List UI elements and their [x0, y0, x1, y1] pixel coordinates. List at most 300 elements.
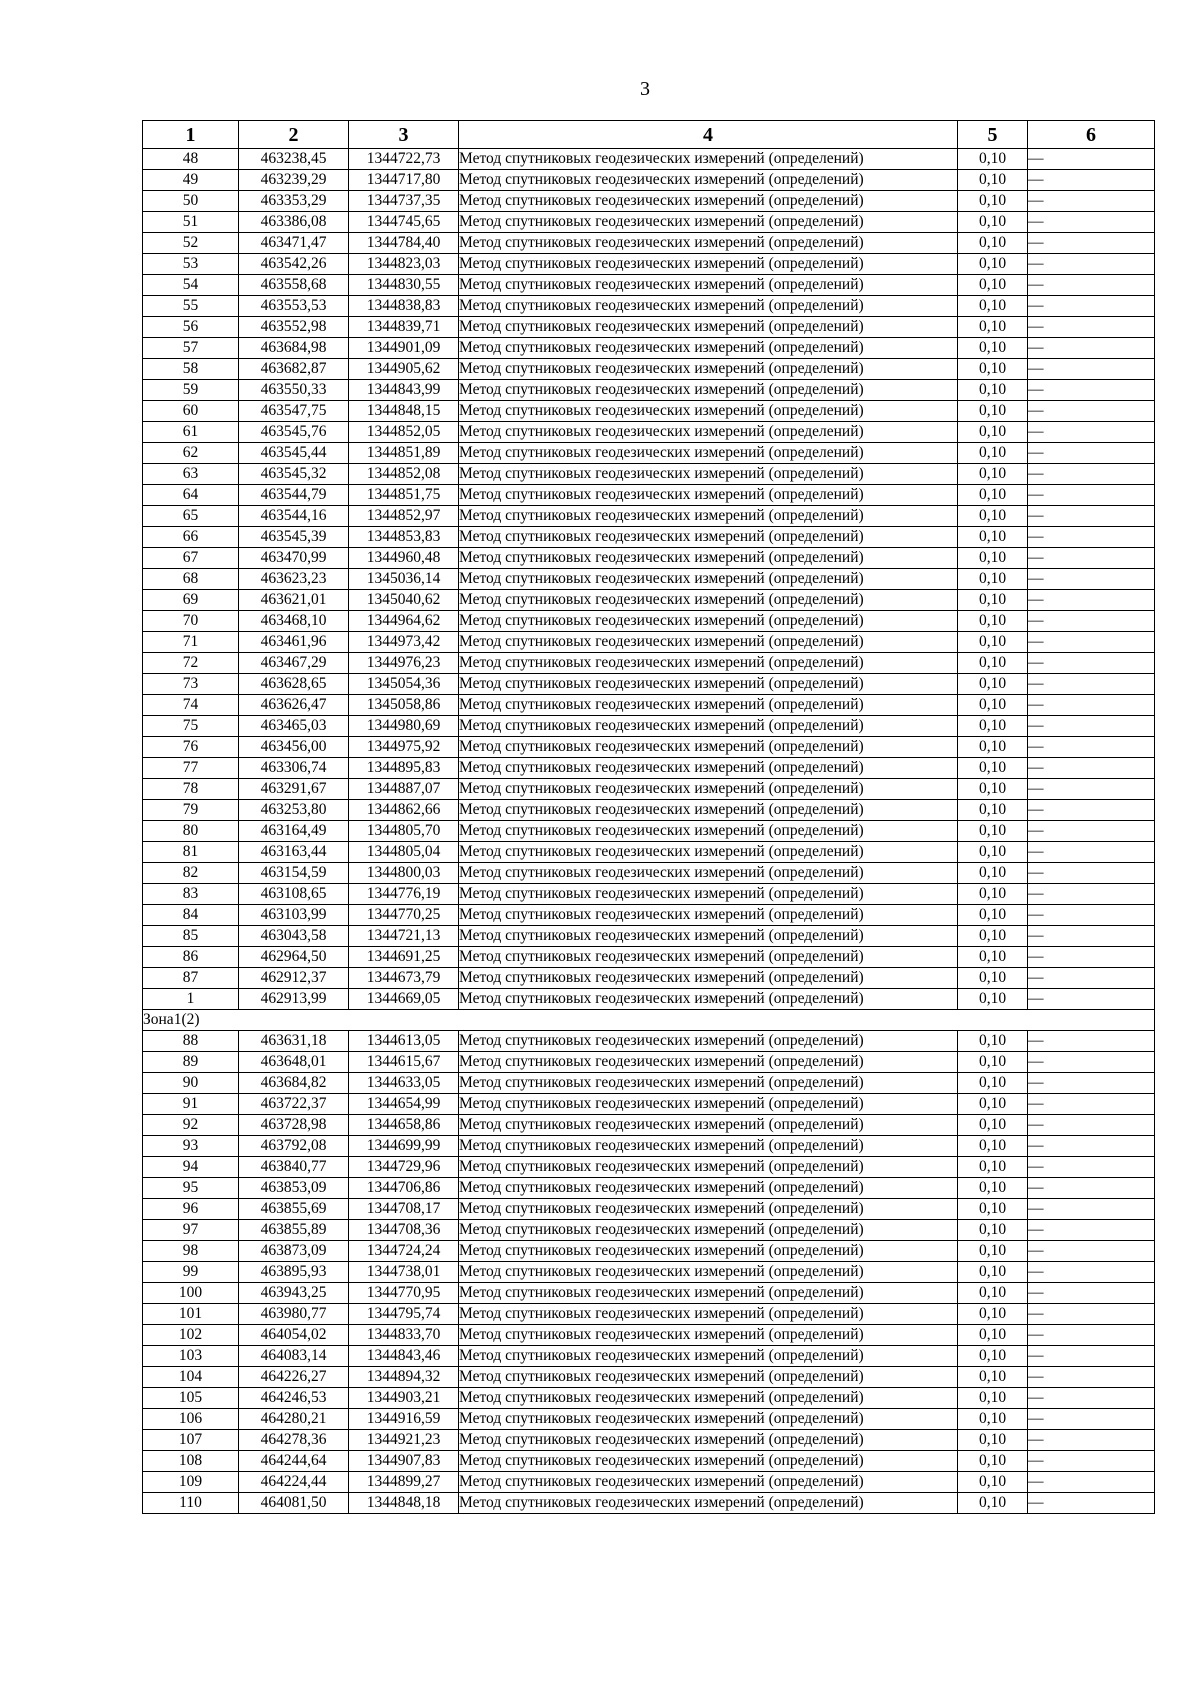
- y-coordinate-cell: 1344848,15: [349, 401, 459, 422]
- accuracy-cell: 0,10: [958, 884, 1028, 905]
- y-coordinate-cell: 1344838,83: [349, 296, 459, 317]
- column-header: 4: [459, 121, 958, 149]
- y-coordinate-cell: 1344852,05: [349, 422, 459, 443]
- x-coordinate-cell: 463682,87: [239, 359, 349, 380]
- method-cell: Метод спутниковых геодезических измерений (определений): [459, 1031, 958, 1052]
- x-coordinate-cell: 463728,98: [239, 1115, 349, 1136]
- point-number-cell: 83: [143, 884, 239, 905]
- point-number-cell: 75: [143, 716, 239, 737]
- method-cell: Метод спутниковых геодезических измерений (определений): [459, 695, 958, 716]
- y-coordinate-cell: 1344980,69: [349, 716, 459, 737]
- note-cell: —: [1028, 632, 1155, 653]
- table-row: [143, 1157, 1155, 1178]
- y-coordinate-cell: 1344903,21: [349, 1388, 459, 1409]
- accuracy-cell: 0,10: [958, 1241, 1028, 1262]
- x-coordinate-cell: 463628,65: [239, 674, 349, 695]
- x-coordinate-cell: 463545,39: [239, 527, 349, 548]
- note-cell: —: [1028, 1472, 1155, 1493]
- y-coordinate-cell: 1344784,40: [349, 233, 459, 254]
- method-cell: Метод спутниковых геодезических измерений (определений): [459, 737, 958, 758]
- table-row: [143, 674, 1155, 695]
- method-cell: Метод спутниковых геодезических измерений (определений): [459, 884, 958, 905]
- note-cell: —: [1028, 212, 1155, 233]
- y-coordinate-cell: 1344737,35: [349, 191, 459, 212]
- table-row: [143, 737, 1155, 758]
- x-coordinate-cell: 463456,00: [239, 737, 349, 758]
- method-cell: Метод спутниковых геодезических измерений (определений): [459, 569, 958, 590]
- x-coordinate-cell: 464083,14: [239, 1346, 349, 1367]
- column-header: 3: [349, 121, 459, 149]
- accuracy-cell: 0,10: [958, 590, 1028, 611]
- point-number-cell: 55: [143, 296, 239, 317]
- method-cell: Метод спутниковых геодезических измерений (определений): [459, 548, 958, 569]
- accuracy-cell: 0,10: [958, 1325, 1028, 1346]
- y-coordinate-cell: 1344770,25: [349, 905, 459, 926]
- accuracy-cell: 0,10: [958, 926, 1028, 947]
- point-number-cell: 60: [143, 401, 239, 422]
- point-number-cell: 78: [143, 779, 239, 800]
- accuracy-cell: 0,10: [958, 989, 1028, 1010]
- point-number-cell: 94: [143, 1157, 239, 1178]
- y-coordinate-cell: 1344658,86: [349, 1115, 459, 1136]
- note-cell: —: [1028, 1388, 1155, 1409]
- table-row: [143, 1388, 1155, 1409]
- accuracy-cell: 0,10: [958, 212, 1028, 233]
- table-row: [143, 275, 1155, 296]
- accuracy-cell: 0,10: [958, 737, 1028, 758]
- method-cell: Метод спутниковых геодезических измерений (определений): [459, 1136, 958, 1157]
- note-cell: —: [1028, 1052, 1155, 1073]
- method-cell: Метод спутниковых геодезических измерений (определений): [459, 1241, 958, 1262]
- x-coordinate-cell: 463291,67: [239, 779, 349, 800]
- note-cell: —: [1028, 1199, 1155, 1220]
- method-cell: Метод спутниковых геодезических измерений (определений): [459, 611, 958, 632]
- point-number-cell: 81: [143, 842, 239, 863]
- note-cell: —: [1028, 842, 1155, 863]
- x-coordinate-cell: 463547,75: [239, 401, 349, 422]
- y-coordinate-cell: 1344921,23: [349, 1430, 459, 1451]
- table-row: [143, 800, 1155, 821]
- accuracy-cell: 0,10: [958, 1031, 1028, 1052]
- table-row: [143, 1451, 1155, 1472]
- accuracy-cell: 0,10: [958, 632, 1028, 653]
- y-coordinate-cell: 1344894,32: [349, 1367, 459, 1388]
- x-coordinate-cell: 464278,36: [239, 1430, 349, 1451]
- method-cell: Метод спутниковых геодезических измерений (определений): [459, 170, 958, 191]
- point-number-cell: 66: [143, 527, 239, 548]
- point-number-cell: 99: [143, 1262, 239, 1283]
- accuracy-cell: 0,10: [958, 1094, 1028, 1115]
- method-cell: Метод спутниковых геодезических измерений (определений): [459, 758, 958, 779]
- table-row: [143, 1241, 1155, 1262]
- method-cell: Метод спутниковых геодезических измерений (определений): [459, 485, 958, 506]
- accuracy-cell: 0,10: [958, 401, 1028, 422]
- table-row: [143, 1262, 1155, 1283]
- y-coordinate-cell: 1344717,80: [349, 170, 459, 191]
- x-coordinate-cell: 463544,79: [239, 485, 349, 506]
- method-cell: Метод спутниковых геодезических измерений (определений): [459, 863, 958, 884]
- y-coordinate-cell: 1344887,07: [349, 779, 459, 800]
- table-row: [143, 590, 1155, 611]
- accuracy-cell: 0,10: [958, 1430, 1028, 1451]
- note-cell: —: [1028, 443, 1155, 464]
- point-number-cell: 64: [143, 485, 239, 506]
- note-cell: —: [1028, 1451, 1155, 1472]
- x-coordinate-cell: 464244,64: [239, 1451, 349, 1472]
- method-cell: Метод спутниковых геодезических измерений (определений): [459, 674, 958, 695]
- table-row: [143, 1073, 1155, 1094]
- method-cell: Метод спутниковых геодезических измерений (определений): [459, 233, 958, 254]
- x-coordinate-cell: 462913,99: [239, 989, 349, 1010]
- table-row: [143, 1409, 1155, 1430]
- point-number-cell: 59: [143, 380, 239, 401]
- y-coordinate-cell: 1344901,09: [349, 338, 459, 359]
- point-number-cell: 74: [143, 695, 239, 716]
- y-coordinate-cell: 1344795,74: [349, 1304, 459, 1325]
- accuracy-cell: 0,10: [958, 842, 1028, 863]
- point-number-cell: 1: [143, 989, 239, 1010]
- zone-row: [143, 1010, 1155, 1031]
- method-cell: Метод спутниковых геодезических измерений (определений): [459, 716, 958, 737]
- table-row: [143, 989, 1155, 1010]
- x-coordinate-cell: 463722,37: [239, 1094, 349, 1115]
- x-coordinate-cell: 463471,47: [239, 233, 349, 254]
- note-cell: —: [1028, 548, 1155, 569]
- accuracy-cell: 0,10: [958, 1451, 1028, 1472]
- note-cell: —: [1028, 1241, 1155, 1262]
- method-cell: Метод спутниковых геодезических измерений (определений): [459, 1178, 958, 1199]
- y-coordinate-cell: 1344852,08: [349, 464, 459, 485]
- y-coordinate-cell: 1344613,05: [349, 1031, 459, 1052]
- accuracy-cell: 0,10: [958, 548, 1028, 569]
- x-coordinate-cell: 463980,77: [239, 1304, 349, 1325]
- y-coordinate-cell: 1344905,62: [349, 359, 459, 380]
- accuracy-cell: 0,10: [958, 1283, 1028, 1304]
- note-cell: —: [1028, 569, 1155, 590]
- y-coordinate-cell: 1344633,05: [349, 1073, 459, 1094]
- method-cell: Метод спутниковых геодезических измерений (определений): [459, 1346, 958, 1367]
- x-coordinate-cell: 463558,68: [239, 275, 349, 296]
- table-row: [143, 1304, 1155, 1325]
- x-coordinate-cell: 463386,08: [239, 212, 349, 233]
- table-row: [143, 1472, 1155, 1493]
- point-number-cell: 106: [143, 1409, 239, 1430]
- y-coordinate-cell: 1344706,86: [349, 1178, 459, 1199]
- table-row: [143, 1094, 1155, 1115]
- x-coordinate-cell: 463621,01: [239, 590, 349, 611]
- point-number-cell: 95: [143, 1178, 239, 1199]
- note-cell: —: [1028, 149, 1155, 170]
- table-row: [143, 212, 1155, 233]
- x-coordinate-cell: 463238,45: [239, 149, 349, 170]
- method-cell: Метод спутниковых геодезических измерений (определений): [459, 527, 958, 548]
- method-cell: Метод спутниковых геодезических измерений (определений): [459, 1283, 958, 1304]
- point-number-cell: 101: [143, 1304, 239, 1325]
- point-number-cell: 63: [143, 464, 239, 485]
- x-coordinate-cell: 463631,18: [239, 1031, 349, 1052]
- table-row: [143, 401, 1155, 422]
- accuracy-cell: 0,10: [958, 1220, 1028, 1241]
- accuracy-cell: 0,10: [958, 1388, 1028, 1409]
- accuracy-cell: 0,10: [958, 1367, 1028, 1388]
- x-coordinate-cell: 464224,44: [239, 1472, 349, 1493]
- y-coordinate-cell: 1344830,55: [349, 275, 459, 296]
- x-coordinate-cell: 463895,93: [239, 1262, 349, 1283]
- y-coordinate-cell: 1344691,25: [349, 947, 459, 968]
- table-row: [143, 1115, 1155, 1136]
- note-cell: —: [1028, 590, 1155, 611]
- method-cell: Метод спутниковых геодезических измерений (определений): [459, 317, 958, 338]
- note-cell: —: [1028, 1094, 1155, 1115]
- y-coordinate-cell: 1344770,95: [349, 1283, 459, 1304]
- y-coordinate-cell: 1344738,01: [349, 1262, 459, 1283]
- table-row: [143, 1325, 1155, 1346]
- x-coordinate-cell: 463353,29: [239, 191, 349, 212]
- point-number-cell: 51: [143, 212, 239, 233]
- method-cell: Метод спутниковых геодезических измерений (определений): [459, 422, 958, 443]
- x-coordinate-cell: 464054,02: [239, 1325, 349, 1346]
- table-row: [143, 464, 1155, 485]
- method-cell: Метод спутниковых геодезических измерений (определений): [459, 1094, 958, 1115]
- note-cell: —: [1028, 884, 1155, 905]
- column-header: 6: [1028, 121, 1155, 149]
- accuracy-cell: 0,10: [958, 359, 1028, 380]
- point-number-cell: 49: [143, 170, 239, 191]
- x-coordinate-cell: 463684,98: [239, 338, 349, 359]
- note-cell: —: [1028, 1157, 1155, 1178]
- method-cell: Метод спутниковых геодезических измерений (определений): [459, 275, 958, 296]
- note-cell: —: [1028, 191, 1155, 212]
- accuracy-cell: 0,10: [958, 695, 1028, 716]
- note-cell: —: [1028, 1031, 1155, 1052]
- x-coordinate-cell: 463544,16: [239, 506, 349, 527]
- accuracy-cell: 0,10: [958, 296, 1028, 317]
- note-cell: —: [1028, 1493, 1155, 1514]
- table-row: [143, 926, 1155, 947]
- table-row: [143, 170, 1155, 191]
- x-coordinate-cell: 463943,25: [239, 1283, 349, 1304]
- accuracy-cell: 0,10: [958, 863, 1028, 884]
- note-cell: —: [1028, 1430, 1155, 1451]
- table-row: [143, 1199, 1155, 1220]
- column-header: 5: [958, 121, 1028, 149]
- point-number-cell: 71: [143, 632, 239, 653]
- y-coordinate-cell: 1344776,19: [349, 884, 459, 905]
- accuracy-cell: 0,10: [958, 527, 1028, 548]
- y-coordinate-cell: 1344975,92: [349, 737, 459, 758]
- method-cell: Метод спутниковых геодезических измерений (определений): [459, 1220, 958, 1241]
- point-number-cell: 103: [143, 1346, 239, 1367]
- point-number-cell: 92: [143, 1115, 239, 1136]
- method-cell: Метод спутниковых геодезических измерений (определений): [459, 506, 958, 527]
- point-number-cell: 67: [143, 548, 239, 569]
- note-cell: —: [1028, 695, 1155, 716]
- point-number-cell: 73: [143, 674, 239, 695]
- accuracy-cell: 0,10: [958, 947, 1028, 968]
- table-row: [143, 1493, 1155, 1514]
- method-cell: Метод спутниковых геодезических измерений (определений): [459, 380, 958, 401]
- note-cell: —: [1028, 527, 1155, 548]
- note-cell: —: [1028, 1304, 1155, 1325]
- point-number-cell: 80: [143, 821, 239, 842]
- method-cell: Метод спутниковых геодезических измерений (определений): [459, 905, 958, 926]
- table-row: [143, 1031, 1155, 1052]
- accuracy-cell: 0,10: [958, 905, 1028, 926]
- x-coordinate-cell: 463461,96: [239, 632, 349, 653]
- accuracy-cell: 0,10: [958, 1115, 1028, 1136]
- y-coordinate-cell: 1344823,03: [349, 254, 459, 275]
- x-coordinate-cell: 464246,53: [239, 1388, 349, 1409]
- method-cell: Метод спутниковых геодезических измерений (определений): [459, 401, 958, 422]
- point-number-cell: 57: [143, 338, 239, 359]
- method-cell: Метод спутниковых геодезических измерений (определений): [459, 212, 958, 233]
- method-cell: Метод спутниковых геодезических измерений (определений): [459, 1409, 958, 1430]
- y-coordinate-cell: 1344669,05: [349, 989, 459, 1010]
- table-row: [143, 527, 1155, 548]
- method-cell: Метод спутниковых геодезических измерений (определений): [459, 968, 958, 989]
- x-coordinate-cell: 463626,47: [239, 695, 349, 716]
- note-cell: —: [1028, 947, 1155, 968]
- point-number-cell: 96: [143, 1199, 239, 1220]
- x-coordinate-cell: 464226,27: [239, 1367, 349, 1388]
- note-cell: —: [1028, 317, 1155, 338]
- x-coordinate-cell: 463855,89: [239, 1220, 349, 1241]
- table-row: [143, 548, 1155, 569]
- y-coordinate-cell: 1344976,23: [349, 653, 459, 674]
- y-coordinate-cell: 1344916,59: [349, 1409, 459, 1430]
- note-cell: —: [1028, 485, 1155, 506]
- method-cell: Метод спутниковых геодезических измерений (определений): [459, 632, 958, 653]
- table-row: [143, 779, 1155, 800]
- accuracy-cell: 0,10: [958, 1178, 1028, 1199]
- point-number-cell: 50: [143, 191, 239, 212]
- y-coordinate-cell: 1344654,99: [349, 1094, 459, 1115]
- accuracy-cell: 0,10: [958, 779, 1028, 800]
- x-coordinate-cell: 463103,99: [239, 905, 349, 926]
- x-coordinate-cell: 463623,23: [239, 569, 349, 590]
- x-coordinate-cell: 463468,10: [239, 611, 349, 632]
- point-number-cell: 86: [143, 947, 239, 968]
- y-coordinate-cell: 1344843,99: [349, 380, 459, 401]
- note-cell: —: [1028, 401, 1155, 422]
- y-coordinate-cell: 1344848,18: [349, 1493, 459, 1514]
- point-number-cell: 93: [143, 1136, 239, 1157]
- note-cell: —: [1028, 254, 1155, 275]
- table-row: [143, 695, 1155, 716]
- y-coordinate-cell: 1344964,62: [349, 611, 459, 632]
- point-number-cell: 91: [143, 1094, 239, 1115]
- note-cell: —: [1028, 926, 1155, 947]
- method-cell: Метод спутниковых геодезических измерений (определений): [459, 590, 958, 611]
- note-cell: —: [1028, 758, 1155, 779]
- note-cell: —: [1028, 653, 1155, 674]
- table-header-row: [143, 121, 1155, 149]
- table-row: [143, 842, 1155, 863]
- x-coordinate-cell: 463163,44: [239, 842, 349, 863]
- note-cell: —: [1028, 1115, 1155, 1136]
- note-cell: —: [1028, 611, 1155, 632]
- accuracy-cell: 0,10: [958, 443, 1028, 464]
- method-cell: Метод спутниковых геодезических измерений (определений): [459, 254, 958, 275]
- point-number-cell: 79: [143, 800, 239, 821]
- accuracy-cell: 0,10: [958, 149, 1028, 170]
- method-cell: Метод спутниковых геодезических измерений (определений): [459, 1472, 958, 1493]
- method-cell: Метод спутниковых геодезических измерений (определений): [459, 926, 958, 947]
- table-row: [143, 380, 1155, 401]
- point-number-cell: 69: [143, 590, 239, 611]
- accuracy-cell: 0,10: [958, 1052, 1028, 1073]
- accuracy-cell: 0,10: [958, 1073, 1028, 1094]
- note-cell: —: [1028, 296, 1155, 317]
- accuracy-cell: 0,10: [958, 968, 1028, 989]
- table-row: [143, 1220, 1155, 1241]
- y-coordinate-cell: 1345040,62: [349, 590, 459, 611]
- method-cell: Метод спутниковых геодезических измерений (определений): [459, 1367, 958, 1388]
- y-coordinate-cell: 1345036,14: [349, 569, 459, 590]
- y-coordinate-cell: 1344805,70: [349, 821, 459, 842]
- y-coordinate-cell: 1344899,27: [349, 1472, 459, 1493]
- accuracy-cell: 0,10: [958, 821, 1028, 842]
- accuracy-cell: 0,10: [958, 1262, 1028, 1283]
- method-cell: Метод спутниковых геодезических измерений (определений): [459, 1430, 958, 1451]
- note-cell: —: [1028, 1262, 1155, 1283]
- table-row: [143, 905, 1155, 926]
- page-number: 3: [640, 78, 650, 100]
- table-row: [143, 1367, 1155, 1388]
- x-coordinate-cell: 463239,29: [239, 170, 349, 191]
- point-number-cell: 54: [143, 275, 239, 296]
- accuracy-cell: 0,10: [958, 254, 1028, 275]
- accuracy-cell: 0,10: [958, 1409, 1028, 1430]
- table-row: [143, 359, 1155, 380]
- x-coordinate-cell: 463840,77: [239, 1157, 349, 1178]
- note-cell: —: [1028, 1325, 1155, 1346]
- note-cell: —: [1028, 1367, 1155, 1388]
- y-coordinate-cell: 1344722,73: [349, 149, 459, 170]
- x-coordinate-cell: 463553,53: [239, 296, 349, 317]
- note-cell: —: [1028, 779, 1155, 800]
- column-header: 2: [239, 121, 349, 149]
- note-cell: —: [1028, 464, 1155, 485]
- accuracy-cell: 0,10: [958, 716, 1028, 737]
- accuracy-cell: 0,10: [958, 674, 1028, 695]
- y-coordinate-cell: 1344973,42: [349, 632, 459, 653]
- point-number-cell: 62: [143, 443, 239, 464]
- method-cell: Метод спутниковых геодезических измерений (определений): [459, 296, 958, 317]
- accuracy-cell: 0,10: [958, 569, 1028, 590]
- x-coordinate-cell: 463470,99: [239, 548, 349, 569]
- point-number-cell: 109: [143, 1472, 239, 1493]
- method-cell: Метод спутниковых геодезических измерений (определений): [459, 1115, 958, 1136]
- point-number-cell: 87: [143, 968, 239, 989]
- table-body: [143, 149, 1155, 1514]
- method-cell: Метод спутниковых геодезических измерений (определений): [459, 1157, 958, 1178]
- point-number-cell: 58: [143, 359, 239, 380]
- x-coordinate-cell: 463545,44: [239, 443, 349, 464]
- method-cell: Метод спутниковых геодезических измерений (определений): [459, 1052, 958, 1073]
- accuracy-cell: 0,10: [958, 506, 1028, 527]
- accuracy-cell: 0,10: [958, 800, 1028, 821]
- point-number-cell: 53: [143, 254, 239, 275]
- method-cell: Метод спутниковых геодезических измерений (определений): [459, 1304, 958, 1325]
- note-cell: —: [1028, 170, 1155, 191]
- coordinates-table: [142, 120, 1155, 1514]
- method-cell: Метод спутниковых геодезических измерений (определений): [459, 653, 958, 674]
- note-cell: —: [1028, 1178, 1155, 1199]
- accuracy-cell: 0,10: [958, 1346, 1028, 1367]
- x-coordinate-cell: 463684,82: [239, 1073, 349, 1094]
- x-coordinate-cell: 463253,80: [239, 800, 349, 821]
